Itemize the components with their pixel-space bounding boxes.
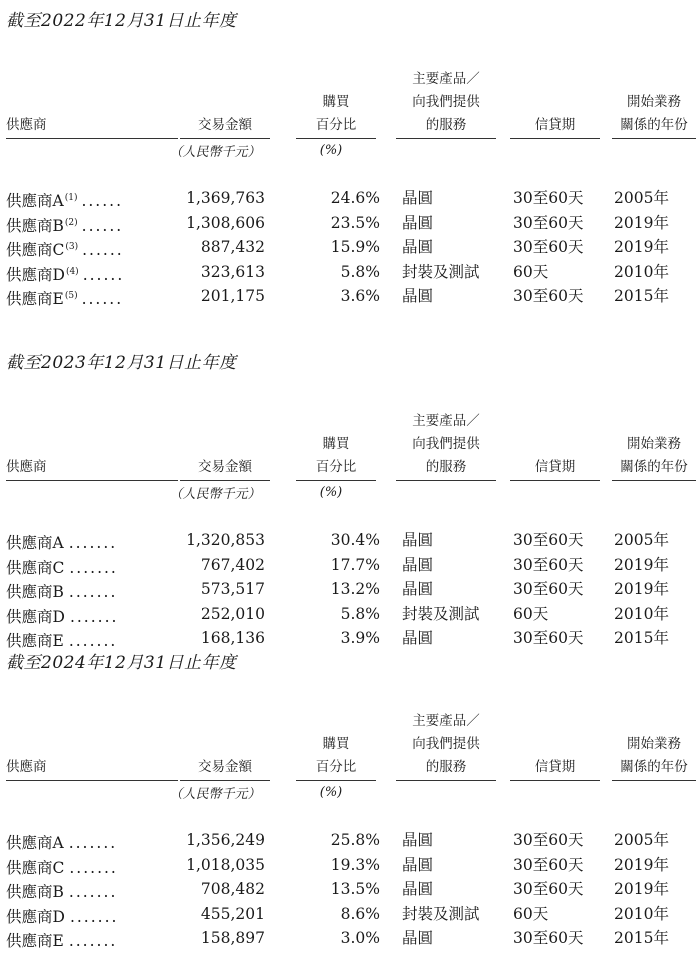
leader-dots: ....... (68, 583, 118, 601)
percent-unit: (%) (319, 143, 343, 158)
credit-period: 30至60天 (513, 238, 584, 256)
year-section (0, 6, 700, 306)
purchase-percent: 15.9% (330, 238, 380, 256)
leader-dots: ....... (68, 883, 118, 901)
amount-unit: （人民幣千元） (169, 487, 261, 502)
relationship-start-year: 2019年 (614, 855, 669, 874)
purchase-percent: 13.2% (330, 580, 380, 598)
supplier-name: 供應商C ....... (6, 858, 118, 877)
header-year: 開始業務 關係的年份 (620, 436, 688, 475)
transaction-amount: 201,175 (200, 287, 265, 305)
purchase-percent: 24.6% (330, 189, 380, 207)
footnote-ref: (2) (64, 217, 78, 228)
table-row (0, 186, 700, 210)
transaction-amount: 573,517 (200, 580, 265, 598)
supplier-name: 供應商D ....... (6, 607, 119, 626)
table-row (0, 553, 700, 577)
header-percent: 購買 百分比 (315, 436, 357, 475)
table-row (0, 626, 700, 650)
supplier-name: 供應商$E^{(5)}$ ...... (6, 290, 124, 308)
header-percent: 購買 百分比 (315, 94, 357, 133)
purchase-percent: 5.8% (340, 604, 380, 623)
supplier-name: 供應商$A^{(1)}$ ...... (6, 192, 124, 210)
transaction-amount: 1,356,249 (186, 831, 265, 849)
credit-period: 30至60天 (513, 831, 584, 849)
year-section (0, 348, 700, 648)
header-credit: 信貸期 (534, 117, 576, 133)
header-supplier: 供應商 (6, 459, 47, 475)
service-type: 晶圓 (402, 580, 434, 598)
header-supplier: 供應商 (6, 117, 47, 133)
header-underline (510, 480, 600, 481)
purchase-percent: 25.8% (330, 831, 380, 849)
purchase-percent: 19.3% (330, 855, 380, 874)
table-row (0, 926, 700, 950)
table-row (0, 877, 700, 901)
credit-period: 30至60天 (513, 855, 584, 874)
leader-dots: ....... (69, 858, 118, 877)
service-type: 封裝及測試 (402, 604, 480, 623)
credit-period: 60天 (513, 904, 549, 923)
transaction-amount: 1,018,035 (186, 855, 265, 874)
relationship-start-year: 2010年 (614, 904, 669, 923)
purchase-percent: 3.0% (340, 929, 380, 947)
credit-period: 30至60天 (513, 629, 584, 647)
table-row (0, 211, 700, 235)
percent-unit: (%) (319, 785, 343, 800)
relationship-start-year: 2015年 (614, 929, 669, 947)
footnote-ref: (5) (64, 291, 78, 301)
relationship-start-year: 2005年 (614, 189, 669, 207)
supplier-name: 供應商E ....... (6, 932, 118, 950)
relationship-start-year: 2010年 (614, 262, 669, 281)
transaction-amount: 252,010 (200, 604, 265, 623)
relationship-start-year: 2005年 (614, 531, 669, 549)
supplier-name: 供應商C ....... (6, 558, 118, 577)
service-type: 晶圓 (402, 189, 434, 207)
credit-period: 30至60天 (513, 287, 584, 305)
leader-dots: ....... (68, 534, 118, 552)
service-type: 晶圓 (402, 555, 434, 574)
relationship-start-year: 2005年 (614, 831, 669, 849)
footnote-ref: (3) (65, 242, 79, 252)
table-row (0, 528, 700, 552)
relationship-start-year: 2019年 (614, 580, 669, 598)
service-type: 晶圓 (402, 929, 434, 947)
table-row (0, 602, 700, 626)
credit-period: 30至60天 (513, 189, 584, 207)
transaction-amount: 455,201 (200, 904, 265, 923)
header-supplier: 供應商 (6, 759, 47, 775)
purchase-percent: 23.5% (330, 213, 380, 232)
header-underline (6, 480, 178, 481)
header-underline (296, 780, 376, 781)
supplier-name: 供應商B ....... (6, 583, 118, 601)
percent-unit: (%) (319, 485, 343, 500)
header-underline (612, 138, 696, 139)
header-underline (180, 480, 270, 481)
table-row (0, 284, 700, 308)
purchase-percent: 3.9% (340, 629, 380, 647)
leader-dots: ....... (69, 607, 119, 626)
service-type: 封裝及測試 (402, 262, 480, 281)
purchase-percent: 13.5% (330, 880, 380, 898)
supplier-name: 供應商$D^{(4)}$ ...... (6, 265, 125, 284)
year-section (0, 648, 700, 948)
purchase-percent: 17.7% (330, 555, 380, 574)
transaction-amount: 767,402 (200, 555, 265, 574)
header-underline (180, 138, 270, 139)
header-amount: 交易金額 (198, 459, 252, 475)
amount-unit: （人民幣千元） (169, 787, 261, 802)
transaction-amount: 158,897 (200, 929, 265, 947)
header-year: 開始業務 關係的年份 (620, 736, 688, 775)
supplier-name: 供應商A ....... (6, 534, 118, 552)
transaction-amount: 887,432 (200, 238, 265, 256)
header-service: 主要產品／ 向我們提供 的服務 (412, 413, 480, 475)
header-credit: 信貸期 (534, 459, 576, 475)
section-title: 截至2022年12月31日止年度 (6, 11, 237, 31)
supplier-name: 供應商$C^{(3)}$ ...... (6, 241, 124, 259)
supplier-name: 供應商B ....... (6, 883, 118, 901)
service-type: 晶圓 (402, 831, 434, 849)
transaction-amount: 708,482 (200, 880, 265, 898)
transaction-amount: 323,613 (200, 262, 265, 281)
leader-dots: ...... (81, 290, 124, 308)
credit-period: 30至60天 (513, 531, 584, 549)
service-type: 晶圓 (402, 287, 434, 305)
supplier-name: 供應商D ....... (6, 907, 119, 926)
transaction-amount: 168,136 (200, 629, 265, 647)
supplier-name: 供應商A ....... (6, 834, 118, 852)
header-underline (6, 780, 178, 781)
table-row (0, 828, 700, 852)
service-type: 封裝及測試 (402, 904, 480, 923)
service-type: 晶圓 (402, 531, 434, 549)
relationship-start-year: 2019年 (614, 555, 669, 574)
credit-period: 30至60天 (513, 213, 584, 232)
header-underline (296, 138, 376, 139)
service-type: 晶圓 (402, 629, 434, 647)
header-underline (6, 138, 178, 139)
supplier-name: 供應商$B^{(2)}$ ...... (6, 216, 124, 235)
footnote-ref: (4) (65, 266, 79, 277)
table-row (0, 235, 700, 259)
leader-dots: ....... (68, 834, 118, 852)
leader-dots: ....... (68, 632, 118, 650)
credit-period: 60天 (513, 262, 549, 281)
leader-dots: ....... (69, 907, 119, 926)
amount-unit: （人民幣千元） (169, 145, 261, 160)
header-underline (396, 138, 496, 139)
leader-dots: ...... (82, 265, 125, 284)
table-row (0, 853, 700, 877)
section-title: 截至2023年12月31日止年度 (6, 353, 237, 373)
service-type: 晶圓 (402, 880, 434, 898)
transaction-amount: 1,369,763 (186, 189, 265, 207)
header-percent: 購買 百分比 (315, 736, 357, 775)
section-title: 截至2024年12月31日止年度 (6, 653, 237, 673)
relationship-start-year: 2019年 (614, 213, 669, 232)
relationship-start-year: 2010年 (614, 604, 669, 623)
service-type: 晶圓 (402, 238, 434, 256)
header-amount: 交易金額 (198, 117, 252, 133)
table-row (0, 902, 700, 926)
leader-dots: ...... (81, 216, 124, 235)
header-service: 主要產品／ 向我們提供 的服務 (412, 713, 480, 775)
purchase-percent: 3.6% (340, 287, 380, 305)
table-row (0, 260, 700, 284)
credit-period: 30至60天 (513, 929, 584, 947)
purchase-percent: 5.8% (340, 262, 380, 281)
header-underline (396, 780, 496, 781)
header-underline (396, 480, 496, 481)
leader-dots: ...... (82, 241, 124, 259)
header-underline (180, 780, 270, 781)
relationship-start-year: 2015年 (614, 287, 669, 305)
header-underline (612, 780, 696, 781)
header-underline (612, 480, 696, 481)
credit-period: 30至60天 (513, 880, 584, 898)
header-year: 開始業務 關係的年份 (620, 94, 688, 133)
header-underline (510, 138, 600, 139)
purchase-percent: 30.4% (330, 531, 380, 549)
header-underline (510, 780, 600, 781)
leader-dots: ...... (81, 192, 124, 210)
relationship-start-year: 2019年 (614, 880, 669, 898)
leader-dots: ....... (69, 558, 118, 577)
header-service: 主要產品／ 向我們提供 的服務 (412, 71, 480, 133)
supplier-name: 供應商E ....... (6, 632, 118, 650)
footnote-ref: (1) (64, 193, 78, 203)
purchase-percent: 8.6% (340, 904, 380, 923)
credit-period: 60天 (513, 604, 549, 623)
transaction-amount: 1,320,853 (186, 531, 265, 549)
credit-period: 30至60天 (513, 580, 584, 598)
service-type: 晶圓 (402, 855, 434, 874)
credit-period: 30至60天 (513, 555, 584, 574)
header-credit: 信貸期 (534, 759, 576, 775)
relationship-start-year: 2019年 (614, 238, 669, 256)
header-amount: 交易金額 (198, 759, 252, 775)
service-type: 晶圓 (402, 213, 434, 232)
relationship-start-year: 2015年 (614, 629, 669, 647)
table-row (0, 577, 700, 601)
transaction-amount: 1,308,606 (186, 213, 265, 232)
leader-dots: ....... (68, 932, 118, 950)
header-underline (296, 480, 376, 481)
